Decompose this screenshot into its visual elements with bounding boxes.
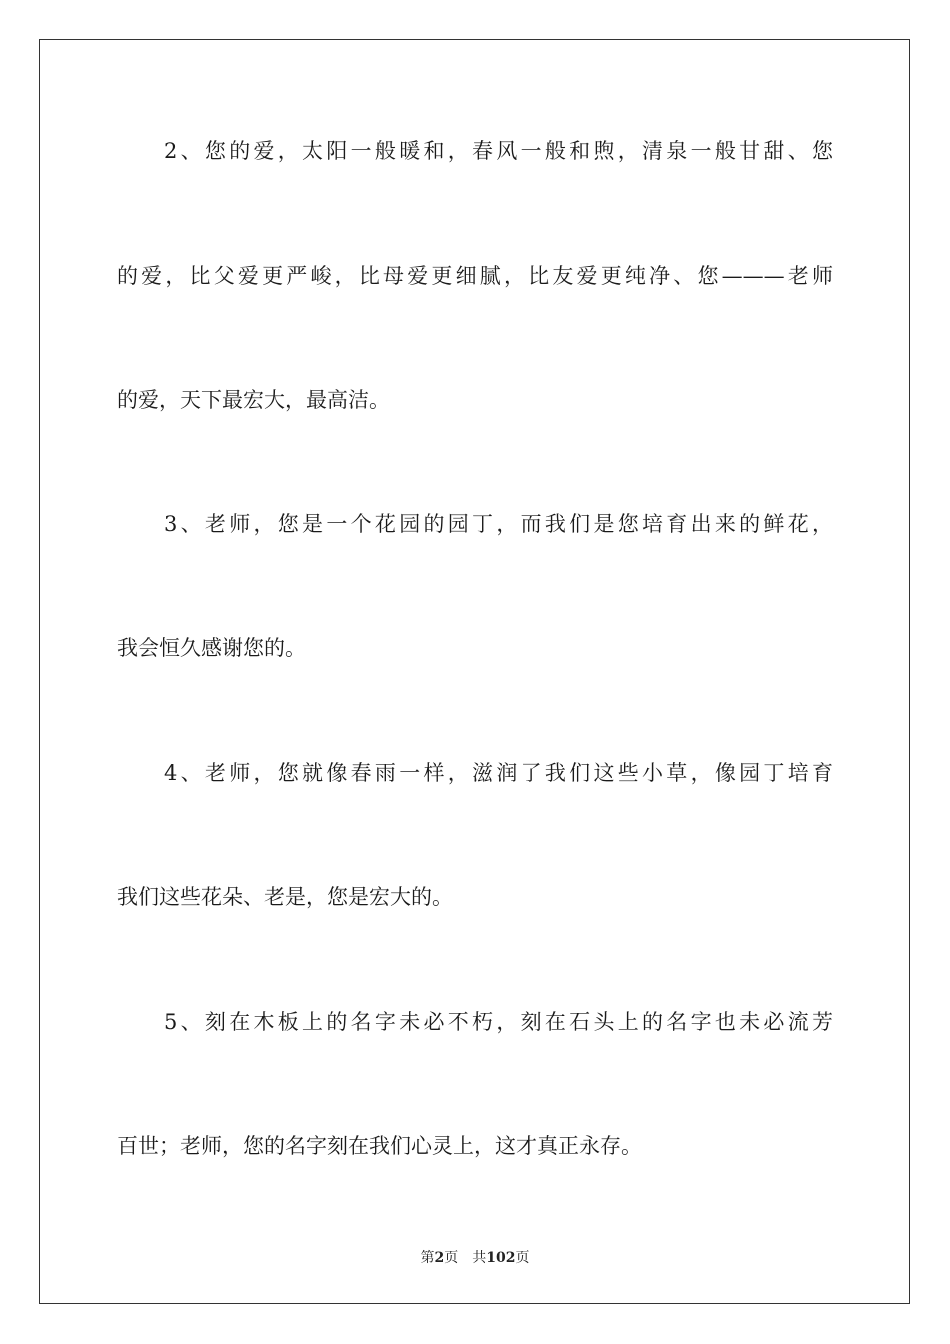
paragraph-5-line-1: 5、刻在木板上的名字未必不朽，刻在石头上的名字也未必流芳 — [164, 1010, 833, 1034]
total-pages: 102 — [486, 1250, 516, 1266]
paragraph-4-line-1: 4、老师，您就像春雨一样，滋润了我们这些小草，像园丁培育 — [164, 761, 833, 785]
page-number: 2 — [434, 1250, 445, 1266]
total-suffix: 页 — [515, 1250, 530, 1266]
page-suffix: 页 — [444, 1250, 459, 1266]
paragraph-5-line-2: 百世；老师，您的名字刻在我们心灵上，这才真正永存。 — [117, 1134, 642, 1158]
paragraph-3-line-1: 3、老师，您是一个花园的园丁，而我们是您培育出来的鲜花， — [164, 512, 833, 536]
paragraph-2-line-2: 的爱，比父爱更严峻，比母爱更细腻，比友爱更纯净、您———老师 — [117, 264, 833, 288]
total-prefix: 共 — [472, 1250, 487, 1266]
paragraph-4-line-2: 我们这些花朵、老是，您是宏大的。 — [117, 885, 453, 909]
paragraph-2-line-3: 的爱，天下最宏大，最高洁。 — [117, 388, 390, 412]
paragraph-2-line-1: 2、您的爱，太阳一般暖和，春风一般和煦，清泉一般甘甜、您 — [164, 139, 833, 163]
paragraph-3-line-2: 我会恒久感谢您的。 — [117, 636, 306, 660]
page-border — [39, 39, 910, 1304]
page-footer — [0, 1248, 950, 1268]
page-prefix: 第 — [420, 1250, 435, 1266]
